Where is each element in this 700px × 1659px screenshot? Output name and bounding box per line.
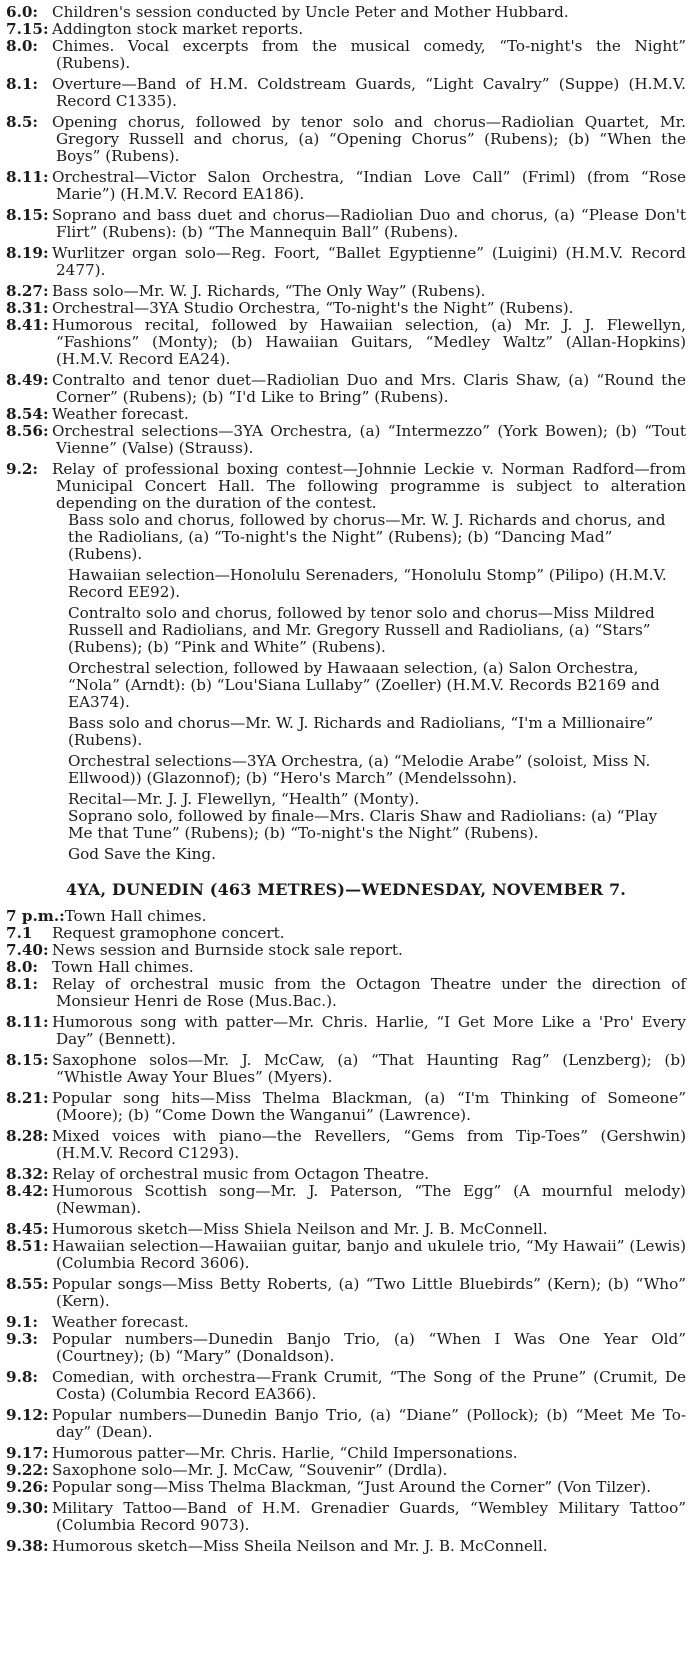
sub-entry: Orchestral selections—3YA Orchestra, (a) “Melodie Arabe” (soloist, Miss N. Ellwood)) (Glazonnof); (b) “Hero's March” (Mendelssohn). bbox=[68, 752, 651, 787]
programme-entry bbox=[6, 114, 686, 165]
entry-time: 9.38: bbox=[6, 1537, 49, 1555]
entry-text: Military Tattoo—Band of H.M. Grenadier Guards, “Wembley Military Tattoo” (Columbia Record 9073). bbox=[52, 1499, 686, 1534]
programme-entry bbox=[6, 1462, 686, 1479]
entry-text: Popular numbers—Dunedin Banjo Trio, (a) “When I Was One Year Old” (Courtney); (b) “Mary” (Donaldson). bbox=[52, 1330, 686, 1365]
programme-entry bbox=[6, 169, 686, 203]
programme-entry bbox=[6, 959, 686, 976]
entry-time: 9.17: bbox=[6, 1444, 49, 1462]
entry-text: Relay of orchestral music from the Octagon Theatre under the direction of Monsieur Henri de Rose (Mus.Bac.). bbox=[52, 975, 686, 1010]
entry-text: Saxophone solos—Mr. J. McCaw, (a) “That Haunting Rag” (Lenzberg); (b) “Whistle Away Your Blues” (Myers). bbox=[52, 1051, 686, 1086]
entry-time: 8.31: bbox=[6, 299, 49, 317]
sub-entry: God Save the King. bbox=[68, 845, 216, 863]
entry-time: 8.32: bbox=[6, 1165, 49, 1183]
sub-entry: Bass solo and chorus—Mr. W. J. Richards and Radiolians, “I'm a Millionaire” (Rubens). bbox=[68, 714, 654, 749]
programme-entry bbox=[6, 38, 686, 72]
entry-time: 8.19: bbox=[6, 244, 49, 262]
sub-entry: Contralto solo and chorus, followed by tenor solo and chorus—Miss Mildred Russell and Radiolians, and Mr. Gregory Russell and Radiolians, (a) “Stars” (Rubens); (b) “Pink and White” (Rubens). bbox=[68, 604, 655, 656]
entry-text: News session and Burnside stock sale report. bbox=[52, 941, 403, 959]
entry-time: 8.15: bbox=[6, 1051, 49, 1069]
entry-text: Humorous song with patter—Mr. Chris. Harlie, “I Get More Like a 'Pro' Every Day” (Bennett). bbox=[52, 1013, 686, 1048]
programme-entry bbox=[6, 1331, 686, 1365]
entry-time: 9.1: bbox=[6, 1313, 39, 1331]
programme-entry bbox=[6, 300, 686, 317]
entry-text: Orchestral—3YA Studio Orchestra, “To-night's the Night” (Rubens). bbox=[52, 299, 574, 317]
section-4ya-programme bbox=[6, 908, 686, 1555]
entry-time: 7.1 bbox=[6, 924, 33, 942]
entry-text: Humorous recital, followed by Hawaiian selection, (a) Mr. J. J. Flewellyn, “Fashions” (Monty); (b) Hawaiian Guitars, “Medley Waltz” (Allan-Hopkins) (H.M.V. Record EA24). bbox=[52, 316, 686, 368]
programme-entry bbox=[6, 423, 686, 457]
sub-entry: Hawaiian selection—Honolulu Serenaders, “Honolulu Stomp” (Pilipo) (H.M.V. Record EE92). bbox=[68, 566, 667, 601]
entry-time: 8.0: bbox=[6, 958, 39, 976]
entry-text: Soprano and bass duet and chorus—Radiolian Duo and chorus, (a) “Please Don't Flirt” (Rubens): (b) “The Mannequin Ball” (Rubens). bbox=[52, 206, 686, 241]
entry-text: Wurlitzer organ solo—Reg. Foort, “Ballet Egyptienne” (Luigini) (H.M.V. Record 2477). bbox=[52, 244, 686, 279]
programme-entry bbox=[6, 1314, 686, 1331]
entry-time: 8.56: bbox=[6, 422, 49, 440]
entry-text: Orchestral selections—3YA Orchestra, (a) “Intermezzo” (York Bowen); (b) “Tout Vienne” (Valse) (Strauss). bbox=[52, 422, 686, 457]
entry-text: Humorous patter—Mr. Chris. Harlie, “Child Impersonations. bbox=[52, 1444, 518, 1462]
programme-entry bbox=[6, 1221, 686, 1238]
entry-time: 8.0: bbox=[6, 37, 39, 55]
programme-entry bbox=[6, 1500, 686, 1534]
entry-time: 7 p.m.: bbox=[6, 907, 65, 925]
sub-entry: Orchestral selection, followed by Hawaaan selection, (a) Salon Orchestra, “Nola” (Arndt): (b) “Lou'Siana Lullaby” (Zoeller) (H.M.V. Records B2169 and EA374). bbox=[68, 659, 660, 711]
entry-text: Humorous sketch—Miss Sheila Neilson and Mr. J. B. McConnell. bbox=[52, 1537, 548, 1555]
entry-text: Chimes. Vocal excerpts from the musical comedy, “To-night's the Night” (Rubens). bbox=[52, 37, 686, 72]
sub-entry: Soprano solo, followed by finale—Mrs. Claris Shaw and Radiolians: (a) “Play Me that Tune” (Rubens); (b) “To-night's the Night” (Rubens). bbox=[68, 807, 658, 842]
station-heading: 4YA, DUNEDIN (463 METRES)—WEDNESDAY, NOVEMBER 7. bbox=[65, 880, 627, 899]
entry-time: 9.2: bbox=[6, 460, 39, 478]
entry-text: Town Hall chimes. bbox=[52, 958, 194, 976]
entry-time: 9.22: bbox=[6, 1461, 49, 1479]
entry-time: 8.45: bbox=[6, 1220, 49, 1238]
programme-entry bbox=[6, 461, 686, 512]
programme-entry bbox=[6, 372, 686, 406]
entry-time: 6.0: bbox=[6, 3, 39, 21]
programme-entry bbox=[6, 317, 686, 368]
entry-time: 8.11: bbox=[6, 168, 49, 186]
entry-time: 8.55: bbox=[6, 1275, 49, 1293]
programme-entry bbox=[6, 925, 686, 942]
entry-time: 9.26: bbox=[6, 1478, 49, 1496]
programme-entry bbox=[6, 1538, 686, 1555]
programme-entry bbox=[6, 1445, 686, 1462]
entry-time: 9.3: bbox=[6, 1330, 39, 1348]
programme-entry bbox=[6, 1052, 686, 1086]
entry-time: 8.1: bbox=[6, 975, 39, 993]
programme-entry bbox=[6, 1183, 686, 1217]
entry-text: Humorous Scottish song—Mr. J. Paterson, “The Egg” (A mournful melody) (Newman). bbox=[52, 1182, 686, 1217]
sub-entry: Bass solo and chorus, followed by chorus—Mr. W. J. Richards and chorus, and the Radiolians, (a) “To-night's the Night” (Rubens); (b) “Dancing Mad” (Rubens). bbox=[68, 511, 666, 563]
entry-time: 8.28: bbox=[6, 1127, 49, 1145]
entry-text: Mixed voices with piano—the Revellers, “Gems from Tip-Toes” (Gershwin) (H.M.V. Record C1293). bbox=[52, 1127, 686, 1162]
entry-time: 7.40: bbox=[6, 941, 49, 959]
programme-entry bbox=[6, 1128, 686, 1162]
programme-entry bbox=[6, 207, 686, 241]
entry-time: 8.15: bbox=[6, 206, 49, 224]
entry-time: 8.5: bbox=[6, 113, 39, 131]
entry-time: 9.30: bbox=[6, 1499, 49, 1517]
entry-text: Request gramophone concert. bbox=[52, 924, 285, 942]
entry-text: Contralto and tenor duet—Radiolian Duo and Mrs. Claris Shaw, (a) “Round the Corner” (Rubens); (b) “I'd Like to Bring” (Rubens). bbox=[52, 371, 686, 406]
entry-text: Opening chorus, followed by tenor solo and chorus—Radiolian Quartet, Mr. Gregory Russell and chorus, (a) “Opening Chorus” (Rubens); (b) “When the Boys” (Rubens). bbox=[52, 113, 686, 165]
entry-text: Addington stock market reports. bbox=[52, 20, 304, 38]
entry-text: Saxophone solo—Mr. J. McCaw, “Souvenir” (Drdla). bbox=[52, 1461, 448, 1479]
entry-text: Relay of orchestral music from Octagon Theatre. bbox=[52, 1165, 430, 1183]
entry-time: 8.11: bbox=[6, 1013, 49, 1031]
entry-text: Popular song—Miss Thelma Blackman, “Just Around the Corner” (Von Tilzer). bbox=[52, 1478, 652, 1496]
programme-entry bbox=[6, 76, 686, 110]
section-3ya-programme bbox=[6, 4, 686, 863]
entry-time: 8.21: bbox=[6, 1089, 49, 1107]
sub-entry: Recital—Mr. J. J. Flewellyn, “Health” (Monty). bbox=[68, 790, 420, 808]
entry-text: Popular songs—Miss Betty Roberts, (a) “Two Little Bluebirds” (Kern); (b) “Who” (Kern). bbox=[52, 1275, 686, 1310]
programme-entry bbox=[6, 1479, 686, 1496]
programme-entry bbox=[6, 1090, 686, 1124]
programme-entry bbox=[6, 908, 686, 925]
entry-time: 8.54: bbox=[6, 405, 49, 423]
programme-entry bbox=[6, 1238, 686, 1272]
entry-text: Relay of professional boxing contest—Johnnie Leckie v. Norman Radford—from Municipal Concert Hall. The following programme is subject to alteration depending on the duration of the contest. bbox=[52, 460, 686, 512]
entry-text: Humorous sketch—Miss Shiela Neilson and Mr. J. B. McConnell. bbox=[52, 1220, 548, 1238]
entry-time: 8.49: bbox=[6, 371, 49, 389]
programme-entry bbox=[6, 4, 686, 21]
entry-text: Orchestral—Victor Salon Orchestra, “Indian Love Call” (Friml) (from “Rose Marie”) (H.M.V. Record EA186). bbox=[52, 168, 686, 203]
entry-text: Children's session conducted by Uncle Peter and Mother Hubbard. bbox=[52, 3, 569, 21]
entry-time: 9.8: bbox=[6, 1368, 39, 1386]
entry-time: 7.15: bbox=[6, 20, 49, 38]
programme-entry bbox=[6, 1276, 686, 1310]
programme-entry bbox=[6, 21, 686, 38]
entry-text: Weather forecast. bbox=[52, 405, 189, 423]
programme-entry bbox=[6, 283, 686, 300]
entry-text: Popular numbers—Dunedin Banjo Trio, (a) “Diane” (Pollock); (b) “Meet Me To-day” (Dean). bbox=[52, 1406, 686, 1441]
programme-entry bbox=[6, 1369, 686, 1403]
entry-text: Overture—Band of H.M. Coldstream Guards, “Light Cavalry” (Suppe) (H.M.V. Record C1335). bbox=[52, 75, 686, 110]
entry-text: Town Hall chimes. bbox=[64, 907, 207, 925]
entry-time: 8.42: bbox=[6, 1182, 49, 1200]
programme-entry bbox=[6, 245, 686, 279]
entry-time: 8.27: bbox=[6, 282, 49, 300]
programme-entry bbox=[6, 1166, 686, 1183]
entry-time: 8.1: bbox=[6, 75, 39, 93]
entry-time: 8.51: bbox=[6, 1237, 49, 1255]
entry-text: Popular song hits—Miss Thelma Blackman, (a) “I'm Thinking of Someone” (Moore); (b) “Come Down the Wanganui” (Lawrence). bbox=[52, 1089, 686, 1124]
entry-time: 8.41: bbox=[6, 316, 49, 334]
entry-text: Weather forecast. bbox=[52, 1313, 189, 1331]
programme-entry bbox=[6, 942, 686, 959]
entry-text: Comedian, with orchestra—Frank Crumit, “The Song of the Prune” (Crumit, De Costa) (Columbia Record EA366). bbox=[52, 1368, 686, 1403]
programme-entry bbox=[6, 406, 686, 423]
entry-text: Hawaiian selection—Hawaiian guitar, banjo and ukulele trio, “My Hawaii” (Lewis) (Columbia Record 3606). bbox=[52, 1237, 686, 1272]
programme-entry bbox=[6, 976, 686, 1010]
programme-entry bbox=[6, 1407, 686, 1441]
programme-entry bbox=[6, 1014, 686, 1048]
entry-text: Bass solo—Mr. W. J. Richards, “The Only Way” (Rubens). bbox=[52, 282, 486, 300]
entry-time: 9.12: bbox=[6, 1406, 49, 1424]
